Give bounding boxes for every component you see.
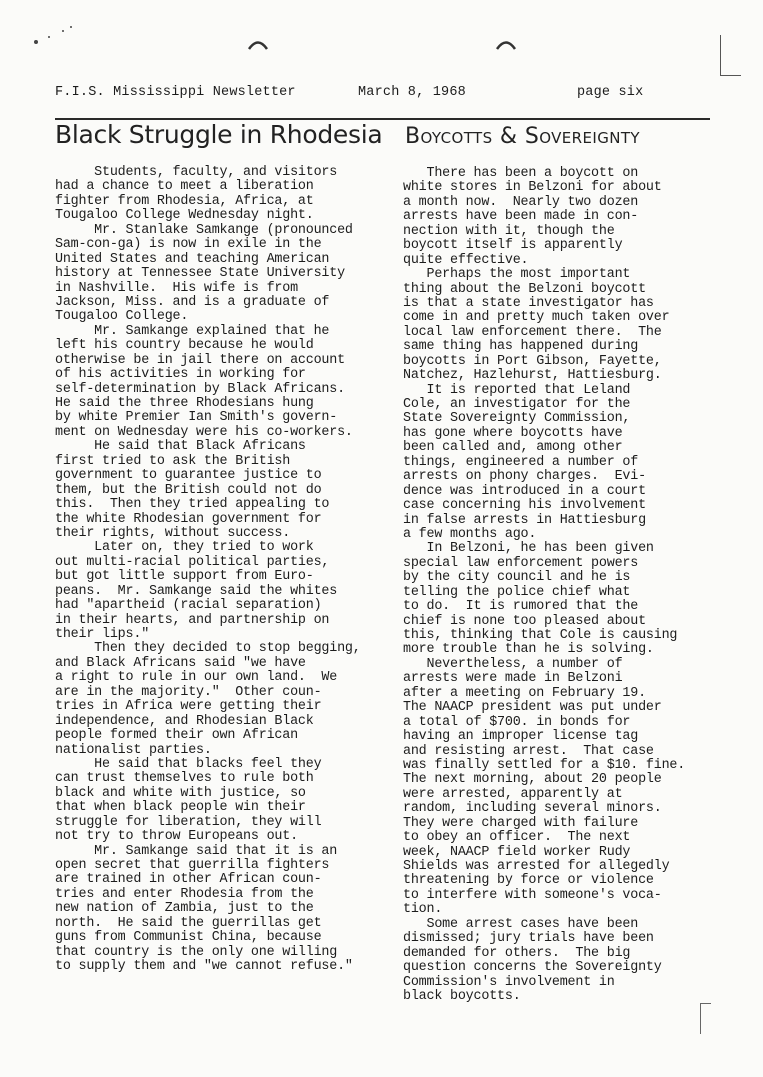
scan-speck	[70, 26, 72, 28]
article-line: open secret that guerrilla fighters	[55, 858, 330, 873]
article-line: is that a state investigator has	[403, 295, 654, 311]
article-line: and resisting arrest. That case	[403, 743, 654, 759]
article-line: Perhaps the most important	[403, 267, 631, 283]
article-line: a month now. Nearly two dozen	[403, 194, 639, 210]
article-line: by white Premier Ian Smith's govern-	[55, 410, 338, 426]
punch-hole-mark-right	[495, 38, 509, 46]
article-line: arrests were made in Belzoni	[403, 671, 623, 687]
article-line: It is reported that Leland	[403, 382, 631, 398]
left-article-title: Black Struggle in Rhodesia	[55, 120, 383, 149]
article-line: He said the three Rhodesians hung	[55, 396, 314, 411]
article-line: He said that blacks feel they	[55, 756, 322, 772]
article-line: arrests have been made in con-	[403, 209, 639, 225]
article-line: case concerning his involvement	[403, 498, 646, 514]
article-line: demanded for others. The big	[403, 945, 631, 961]
article-line: that when black people win their	[55, 800, 306, 816]
article-line: Shields was arrested for allegedly	[403, 859, 670, 874]
article-line: special law enforcement powers	[403, 555, 639, 571]
article-line: week, NAACP field worker Rudy	[403, 844, 631, 860]
article-line: had "apartheid (racial separation)	[55, 598, 322, 614]
article-line: been called and, among other	[403, 440, 623, 456]
article-line: and Black Africans said "we have	[55, 655, 306, 671]
article-line: Commission's involvement in	[403, 974, 615, 990]
article-line: black boycotts.	[403, 988, 521, 1004]
newsletter-header	[55, 85, 655, 105]
article-line: Sam-con-ga) is now in exile in the	[55, 237, 322, 253]
article-line: fighter from Rhodesia, Africa, at	[55, 193, 314, 209]
article-line: Mr. Samkange said that it is an	[55, 843, 338, 859]
article-line: this, thinking that Cole is causing	[403, 628, 678, 643]
article-line: them, but the British could not do	[55, 482, 322, 498]
article-line: Mr. Stanlake Samkange (pronounced	[55, 222, 353, 238]
article-line: by the city council and he is	[403, 570, 631, 586]
article-line: to obey an officer. The next	[403, 830, 631, 846]
article-line: can trust themselves to rule both	[55, 771, 314, 787]
scan-speck	[62, 30, 64, 32]
article-line: boycotts in Port Gibson, Fayette,	[403, 353, 662, 369]
article-line: in false arrests in Hattiesburg	[403, 512, 646, 528]
article-line: the white Rhodesian government for	[55, 511, 322, 527]
article-line: this. Then they tried appealing to	[55, 497, 330, 513]
article-line: Some arrest cases have been	[403, 916, 639, 932]
article-line: Natchez, Hazlehurst, Hattiesburg.	[403, 368, 662, 384]
article-line: black and white with justice, so	[55, 785, 306, 801]
article-line: in their hearts, and partnership on	[55, 612, 330, 628]
article-line: a total of $700. in bonds for	[403, 714, 631, 730]
article-line: local law enforcement there. The	[403, 324, 662, 340]
article-line: white stores in Belzoni for about	[403, 180, 662, 196]
article-line: first tried to ask the British	[55, 453, 291, 469]
scan-speck	[34, 40, 38, 44]
article-line: to interfere with someone's voca-	[403, 887, 662, 903]
article-line: left his country because he would	[55, 338, 314, 354]
article-line: north. He said the guerrillas get	[55, 915, 322, 931]
article-line: quite effective.	[403, 252, 529, 268]
newsletter-name: F.I.S. Mississippi Newsletter	[55, 85, 296, 100]
article-line: out multi-racial political parties,	[55, 554, 330, 570]
article-line: people formed their own African	[55, 728, 298, 744]
article-line: their lips."	[55, 627, 150, 642]
page-number: page six	[577, 85, 644, 100]
article-line: nection with it, though the	[403, 223, 615, 239]
article-line: boycott itself is apparently	[403, 238, 623, 254]
article-line: independence, and Rhodesian Black	[55, 713, 314, 729]
punch-hole-mark-left	[247, 38, 261, 46]
article-line: otherwise be in jail there on account	[55, 352, 345, 368]
article-line: are in the majority." Other coun-	[55, 684, 322, 700]
article-line: Then they decided to stop begging,	[55, 641, 361, 657]
article-line: self-determination by Black Africans.	[55, 381, 345, 397]
article-line: was finally settled for a $10. fine.	[403, 757, 686, 773]
article-line: their rights, without success.	[55, 525, 291, 541]
article-line: were arrested, apparently at	[403, 786, 623, 802]
article-line: dence was introduced in a court	[403, 483, 646, 499]
article-line: They were charged with failure	[403, 815, 639, 831]
crop-mark-top-right	[720, 35, 741, 76]
article-line: struggle for liberation, they will	[55, 814, 322, 830]
article-line: peans. Mr. Samkange said the whites	[55, 583, 338, 599]
article-line: thing about the Belzoni boycott	[403, 281, 646, 297]
article-line: Tougaloo College Wednesday night.	[55, 208, 314, 224]
article-line: government to guarantee justice to	[55, 468, 322, 484]
article-line: dismissed; jury trials have been	[403, 931, 654, 947]
article-line: tries and enter Rhodesia from the	[55, 886, 314, 902]
article-line: of his activities in working for	[55, 367, 306, 383]
article-line: guns from Communist China, because	[55, 930, 322, 946]
right-article-title: Boycotts & Sovereignty	[405, 124, 640, 149]
article-line: to supply them and "we cannot refuse."	[55, 959, 353, 975]
article-line: a right to rule in our own land. We	[55, 670, 338, 686]
article-line: threatening by force or violence	[403, 873, 654, 889]
article-line: tries in Africa were getting their	[55, 699, 322, 715]
article-line: chief is none too pleased about	[403, 613, 646, 629]
article-line: telling the police chief what	[403, 584, 631, 600]
article-line: Cole, an investigator for the	[403, 397, 631, 412]
left-article-body	[55, 166, 395, 975]
article-line: random, including several minors.	[403, 801, 662, 817]
article-line: arrests on phony charges. Evi-	[403, 469, 646, 485]
issue-date: March 8, 1968	[358, 85, 466, 100]
right-article-body	[403, 167, 723, 1004]
article-line: has gone where boycotts have	[403, 425, 623, 441]
article-line: more trouble than he is solving.	[403, 642, 654, 658]
article-line: that country is the only one willing	[55, 944, 338, 960]
article-line: Mr. Samkange explained that he	[55, 323, 330, 339]
article-line: There has been a boycott on	[403, 166, 639, 181]
article-line: in Nashville. His wife is from	[55, 280, 298, 296]
article-line: but got little support from Euro-	[55, 569, 314, 585]
article-line: new nation of Zambia, just to the	[55, 901, 314, 917]
crop-mark-bottom-right	[700, 1003, 711, 1034]
article-line: The NAACP president was put under	[403, 700, 662, 716]
article-line: to do. It is rumored that the	[403, 599, 639, 615]
article-line: Tougaloo College.	[55, 309, 189, 325]
article-line: The next morning, about 20 people	[403, 772, 662, 788]
article-line: not try to throw Europeans out.	[55, 829, 298, 845]
article-line: had a chance to meet a liberation	[55, 179, 314, 195]
article-line: question concerns the Sovereignty	[403, 960, 662, 976]
article-line: tion.	[403, 902, 443, 918]
article-line: are trained in other African coun-	[55, 872, 322, 888]
article-line: He said that Black Africans	[55, 439, 306, 455]
article-line: Students, faculty, and visitors	[55, 165, 338, 180]
article-line: things, engineered a number of	[403, 454, 639, 470]
article-line: Jackson, Miss. and is a graduate of	[55, 294, 330, 310]
article-line: In Belzoni, he has been given	[403, 541, 654, 557]
article-line: come in and pretty much taken over	[403, 310, 670, 326]
article-line: ment on Wednesday were his co-workers.	[55, 424, 353, 440]
article-line: having an improper license tag	[403, 729, 639, 745]
article-line: United States and teaching American	[55, 251, 330, 267]
article-line: same thing has happened during	[403, 339, 639, 355]
article-line: Later on, they tried to work	[55, 540, 314, 556]
article-line: nationalist parties.	[55, 742, 212, 758]
article-line: State Sovereignty Commission,	[403, 411, 631, 427]
article-line: after a meeting on February 19.	[403, 685, 646, 701]
scan-speck	[48, 36, 50, 38]
article-line: history at Tennessee State University	[55, 266, 345, 282]
article-line: Nevertheless, a number of	[403, 656, 623, 672]
article-line: a few months ago.	[403, 526, 537, 542]
